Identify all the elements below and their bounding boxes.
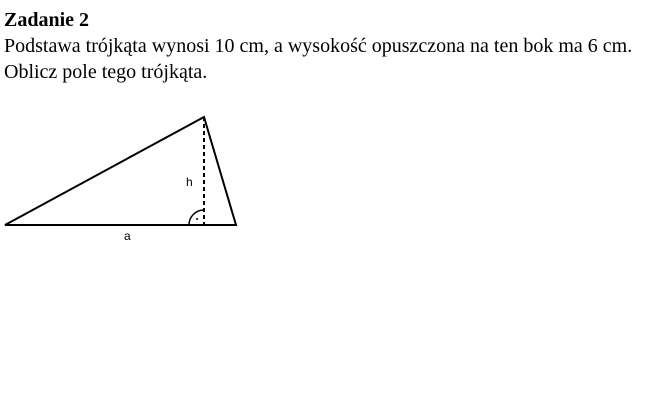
task-title: Zadanie 2 — [4, 9, 90, 31]
base-label: a — [124, 229, 131, 243]
right-angle-dot — [196, 218, 198, 220]
triangle-outline — [5, 117, 236, 225]
triangle-figure — [0, 100, 260, 250]
height-label: h — [186, 175, 193, 189]
right-angle-marker — [189, 210, 204, 225]
task-text: Podstawa trójkąta wynosi 10 cm, a wysokość opuszczona na ten bok ma 6 cm. Oblicz pole tego trójkąta. — [4, 35, 633, 83]
